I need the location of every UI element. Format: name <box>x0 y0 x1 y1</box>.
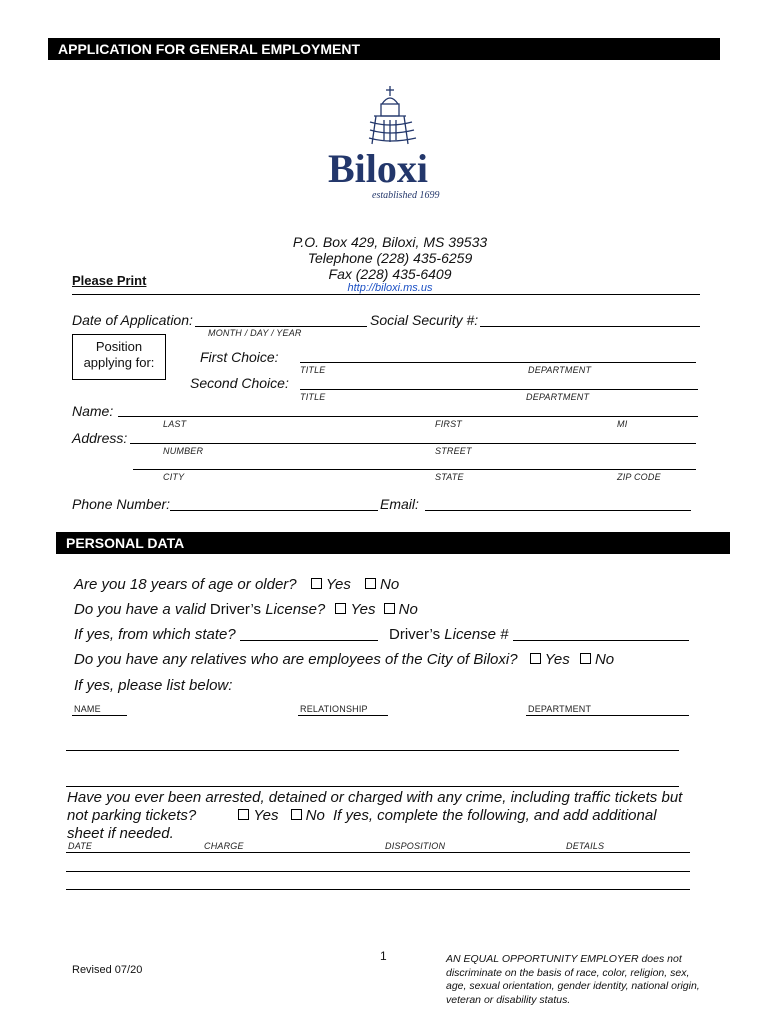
arrest-col-date: DATE <box>68 841 93 851</box>
relatives-row-1[interactable] <box>66 750 679 751</box>
relatives-yes-checkbox[interactable] <box>530 653 541 664</box>
relatives-row-2[interactable] <box>66 786 679 787</box>
state-caption: STATE <box>435 472 464 482</box>
department-caption-2: DEPARTMENT <box>526 392 590 402</box>
phone-label: Phone Number: <box>72 496 171 512</box>
age-yes-checkbox[interactable] <box>311 578 322 589</box>
relatives-col-name: NAME <box>74 704 101 714</box>
email-label: Email: <box>380 496 419 512</box>
relatives-col-department: DEPARTMENT <box>528 704 592 714</box>
department-caption: DEPARTMENT <box>528 365 592 375</box>
arrest-col-disposition: DISPOSITION <box>385 841 446 851</box>
title-caption-2: TITLE <box>300 392 326 402</box>
logo-wordmark: Biloxi <box>328 146 429 191</box>
position-box: Position applying for: <box>72 334 166 380</box>
biloxi-logo <box>326 82 456 202</box>
ssn-field[interactable] <box>480 326 700 327</box>
name-field[interactable] <box>118 416 698 417</box>
contact-fax: Fax (228) 435-6409 <box>328 266 452 282</box>
license-state-field[interactable] <box>240 640 378 641</box>
license-no-checkbox[interactable] <box>384 603 395 614</box>
relatives-question: Do you have any relatives who are employees of the City of Biloxi? Yes No <box>74 651 615 668</box>
state-question: If yes, from which state? <box>74 626 236 643</box>
header-divider <box>72 294 700 295</box>
arrest-row-1[interactable] <box>66 871 690 872</box>
title-caption: TITLE <box>300 365 326 375</box>
personal-data-title: PERSONAL DATA <box>66 535 185 551</box>
mi-caption: MI <box>617 419 628 429</box>
ssn-label: Social Security #: <box>370 312 479 328</box>
number-caption: NUMBER <box>163 446 204 456</box>
email-field[interactable] <box>425 510 691 511</box>
arrest-no-checkbox[interactable] <box>291 809 302 820</box>
second-choice-field[interactable] <box>300 389 698 390</box>
arrest-header-line <box>66 852 690 853</box>
address-label: Address: <box>72 430 128 446</box>
license-number-field[interactable] <box>513 640 689 641</box>
first-choice-field[interactable] <box>300 362 696 363</box>
relatives-col-relationship: RELATIONSHIP <box>300 704 368 714</box>
first-choice-label: First Choice: <box>200 349 279 365</box>
arrest-col-charge: CHARGE <box>204 841 244 851</box>
street-caption: STREET <box>435 446 472 456</box>
page-title: APPLICATION FOR GENERAL EMPLOYMENT <box>58 41 361 57</box>
age-no-checkbox[interactable] <box>365 578 376 589</box>
license-number-label: Driver’s License # <box>389 626 509 643</box>
license-yes-checkbox[interactable] <box>335 603 346 614</box>
city-caption: CITY <box>163 472 185 482</box>
zip-caption: ZIP CODE <box>617 472 661 482</box>
list-prompt: If yes, please list below: <box>74 677 233 694</box>
arrest-row-2[interactable] <box>66 889 690 890</box>
relatives-no-checkbox[interactable] <box>580 653 591 664</box>
second-choice-label: Second Choice: <box>190 375 289 391</box>
header-bar <box>48 38 720 60</box>
address-field[interactable] <box>130 443 696 444</box>
contact-address: P.O. Box 429, Biloxi, MS 39533 <box>292 234 488 250</box>
eeo-statement: AN EQUAL OPPORTUNITY EMPLOYER does not discriminate on the basis of race, color, religion, sex, age, sexual orientation, gender identity, national origin, veteran or disability status. <box>446 953 700 1006</box>
personal-data-bar <box>56 532 730 554</box>
arrest-col-details: DETAILS <box>566 841 605 851</box>
name-label: Name: <box>72 403 114 419</box>
logo-tagline: established 1699 <box>372 190 440 201</box>
contact-block <box>240 234 540 295</box>
age-question: Are you 18 years of age or older? Yes No <box>74 576 400 593</box>
page-number: 1 <box>380 949 387 963</box>
first-caption: FIRST <box>435 419 462 429</box>
date-field[interactable] <box>195 326 367 327</box>
contact-telephone: Telephone (228) 435-6259 <box>307 250 473 266</box>
arrest-question: Have you ever been arrested, detained or charged with any crime, including traffic tickets but not parking tickets? Yes No If yes, complete the following, and add additional sheet if needed. <box>67 789 683 842</box>
last-caption: LAST <box>163 419 187 429</box>
phone-field[interactable] <box>170 510 378 511</box>
website-link[interactable]: http://biloxi.ms.us <box>347 282 433 294</box>
arrest-yes-checkbox[interactable] <box>238 809 249 820</box>
lighthouse-icon <box>326 82 456 202</box>
date-label: Date of Application: <box>72 312 193 328</box>
please-print-label: Please Print <box>72 273 147 288</box>
date-caption: MONTH / DAY / YEAR <box>208 328 302 338</box>
address-line-2-field[interactable] <box>133 469 696 470</box>
license-question: Do you have a valid Driver’s License? Yes No <box>74 601 418 618</box>
revised-date: Revised 07/20 <box>72 964 143 976</box>
